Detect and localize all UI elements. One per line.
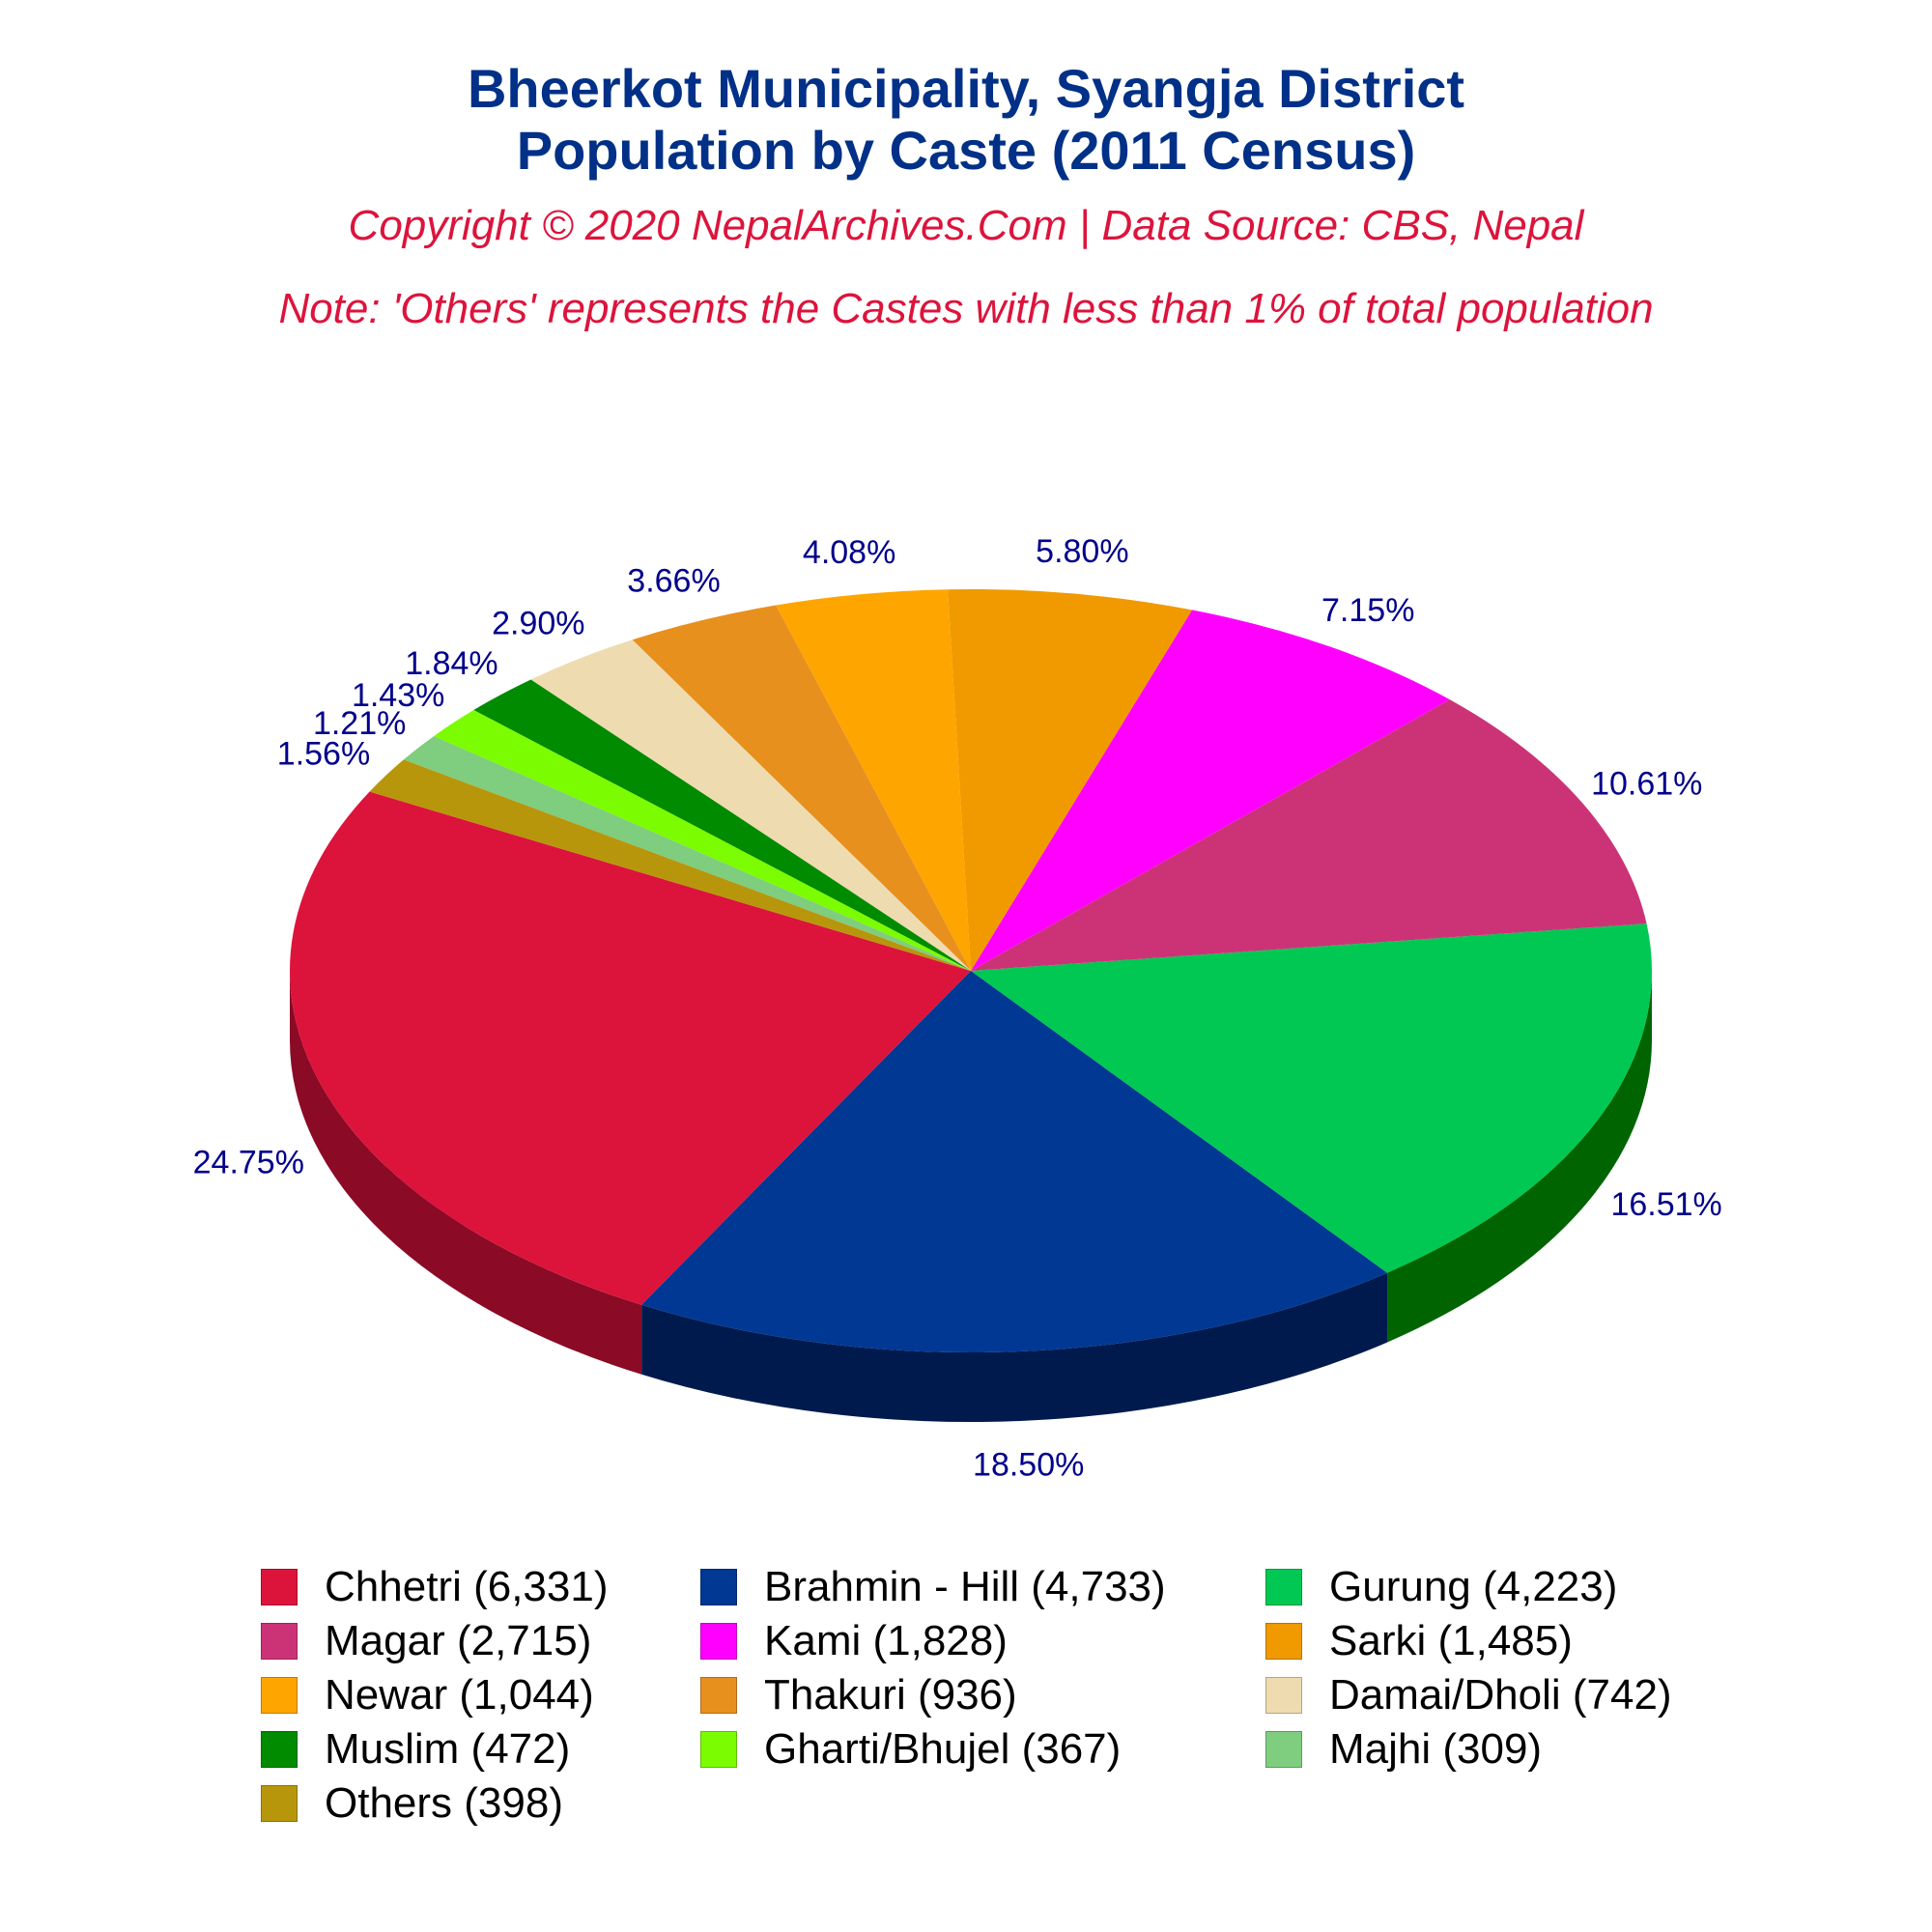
- legend-label: Magar (2,715): [325, 1617, 592, 1664]
- chart-subtitle: Copyright © 2020 NepalArchives.Com | Data Source: CBS, Nepal: [348, 202, 1584, 249]
- pct-label-kami: 7.15%: [1321, 592, 1415, 630]
- pct-label-brahmin-hill: 18.50%: [973, 1446, 1085, 1484]
- legend-swatch: [261, 1623, 298, 1660]
- legend-swatch: [261, 1677, 298, 1714]
- pct-label-majhi: 1.21%: [312, 704, 407, 742]
- legend-label: Thakuri (936): [764, 1671, 1017, 1719]
- legend-item-others: [261, 1779, 700, 1828]
- legend-item-gurung: [1265, 1563, 1710, 1611]
- legend-swatch: [261, 1569, 298, 1605]
- legend-label: Sarki (1,485): [1329, 1617, 1573, 1664]
- legend-item-damai-dholi: [1265, 1671, 1710, 1719]
- legend-item-majhi: [1265, 1725, 1710, 1774]
- chart-title-line2: Population by Caste (2011 Census): [516, 120, 1416, 181]
- legend-row: [261, 1560, 1710, 1614]
- pct-label-gharti-bhujel: 1.43%: [351, 677, 445, 715]
- legend-label: Others (398): [325, 1779, 563, 1827]
- pct-label-muslim: 1.84%: [405, 645, 498, 683]
- pct-label-damai-dholi: 2.90%: [492, 605, 585, 642]
- legend-row: [261, 1722, 1710, 1776]
- legend-label: Majhi (309): [1329, 1725, 1543, 1773]
- legend-swatch: [261, 1785, 298, 1822]
- legend-label: Newar (1,044): [325, 1671, 594, 1719]
- legend-item-sarki: [1265, 1617, 1710, 1665]
- legend-label: Muslim (472): [325, 1725, 571, 1773]
- legend-swatch: [700, 1731, 737, 1768]
- legend-swatch: [1265, 1569, 1302, 1605]
- legend-swatch: [700, 1569, 737, 1605]
- legend-swatch: [700, 1677, 737, 1714]
- chart-note: Note: 'Others' represents the Castes with less than 1% of total population: [278, 285, 1654, 332]
- legend-swatch: [261, 1731, 298, 1768]
- legend-item-brahmin-hill: [700, 1563, 1265, 1611]
- legend-label: Brahmin - Hill (4,733): [764, 1563, 1166, 1610]
- legend-item-magar: [261, 1617, 700, 1665]
- legend-label: Gharti/Bhujel (367): [764, 1725, 1122, 1773]
- legend-item-muslim: [261, 1725, 700, 1774]
- legend-item-newar: [261, 1671, 700, 1719]
- legend-label: Gurung (4,223): [1329, 1563, 1618, 1610]
- legend-row: [261, 1668, 1710, 1722]
- legend-swatch: [700, 1623, 737, 1660]
- pct-label-sarki: 5.80%: [1036, 532, 1129, 570]
- legend-item-gharti-bhujel: [700, 1725, 1265, 1774]
- legend-swatch: [1265, 1731, 1302, 1768]
- legend-item-thakuri: [700, 1671, 1265, 1719]
- legend-swatch: [1265, 1677, 1302, 1714]
- pct-label-thakuri: 3.66%: [627, 562, 721, 600]
- pct-label-others: 1.56%: [276, 735, 371, 773]
- chart-title-line1: Bheerkot Municipality, Syangja District: [467, 58, 1465, 119]
- pct-label-gurung: 16.51%: [1610, 1186, 1722, 1224]
- legend-swatch: [1265, 1623, 1302, 1660]
- pie-slices: [290, 589, 1652, 1352]
- chart-legend: [261, 1560, 1710, 1831]
- pct-label-chhetri: 24.75%: [192, 1144, 304, 1181]
- legend-item-kami: [700, 1617, 1265, 1665]
- legend-row: [261, 1776, 1710, 1831]
- pct-label-magar: 10.61%: [1591, 765, 1703, 803]
- pct-label-newar: 4.08%: [802, 533, 896, 571]
- legend-label: Chhetri (6,331): [325, 1563, 609, 1610]
- legend-label: Kami (1,828): [764, 1617, 1008, 1664]
- legend-item-chhetri: [261, 1563, 700, 1611]
- legend-row: [261, 1614, 1710, 1668]
- legend-label: Damai/Dholi (742): [1329, 1671, 1672, 1719]
